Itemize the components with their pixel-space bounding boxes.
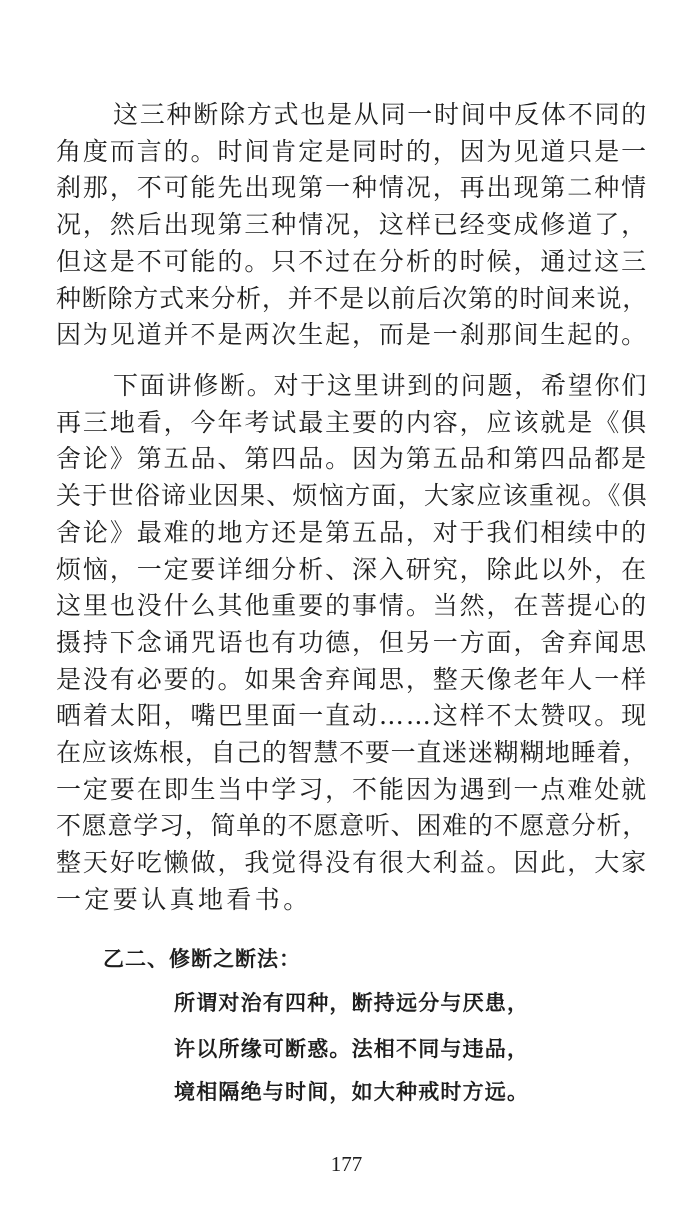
paragraph-line: 这三种断除方式也是从同一时间中反体不同的 — [113, 100, 649, 129]
paragraph-line: 舍论》第五品、第四品。因为第五品和第四品都是 — [56, 444, 649, 474]
paragraph-line: 刹那，不可能先出现第一种情况，再出现第二种情 — [56, 173, 649, 203]
paragraph-line: 况，然后出现第三种情况，这样已经变成修道了， — [56, 210, 649, 240]
paragraph-line: 种断除方式来分析，并不是以前后次第的时间来说， — [56, 283, 649, 313]
paragraph-line: 关于世俗谛业因果、烦恼方面，大家应该重视。《俱 — [56, 481, 648, 511]
paragraph-line: 但这是不可能的。只不过在分析的时候，通过这三 — [56, 246, 649, 276]
paragraph-line: 整天好吃懒做，我觉得没有很大利益。因此，大家 — [56, 848, 649, 878]
verse-line-1: 所谓对治有四种，断持远分与厌患， — [174, 991, 530, 1015]
paragraph-line: 角度而言的。时间肯定是同时的，因为见道只是一 — [56, 136, 649, 166]
paragraph-line: 再三地看，今年考试最主要的内容，应该就是《俱 — [56, 407, 649, 437]
paragraph-line: 一定要在即生当中学习，不能因为遇到一点难处就 — [56, 774, 649, 804]
paragraph-2 — [56, 368, 648, 919]
paragraph-1 — [56, 97, 648, 354]
paragraph-line: 摄持下念诵咒语也有功德，但另一方面，舍弃闻思 — [56, 627, 649, 657]
paragraph-line: 不愿意学习，简单的不愿意听、困难的不愿意分析， — [56, 811, 649, 841]
section-heading: 乙二、修断之断法： — [103, 947, 301, 971]
paragraph-line: 烦恼，一定要详细分析、深入研究，除此以外，在 — [56, 554, 649, 584]
paragraph-line: 因为见道并不是两次生起，而是一刹那间生起的。 — [56, 320, 649, 350]
paragraph-line: 一定要认真地看书。 — [56, 884, 312, 914]
page-number: 177 — [330, 1152, 363, 1176]
verse-line-3: 境相隔绝与时间，如大种戒时方远。 — [174, 1080, 530, 1104]
paragraph-line: 这里也没什么其他重要的事情。当然，在菩提心的 — [56, 591, 649, 621]
paragraph-line: 舍论》最难的地方还是第五品，对于我们相续中的 — [56, 517, 649, 547]
paragraph-line: 下面讲修断。对于这里讲到的问题，希望你们 — [113, 371, 649, 400]
paragraph-line: 在应该炼根，自己的智慧不要一直迷迷糊糊地睡着， — [56, 738, 649, 768]
verse-line-2: 许以所缘可断惑。法相不同与违品， — [174, 1037, 530, 1061]
paragraph-line: 是没有必要的。如果舍弃闻思，整天像老年人一样 — [56, 664, 649, 694]
paragraph-line: 晒着太阳，嘴巴里面一直动……这样不太赞叹。现 — [56, 701, 649, 731]
